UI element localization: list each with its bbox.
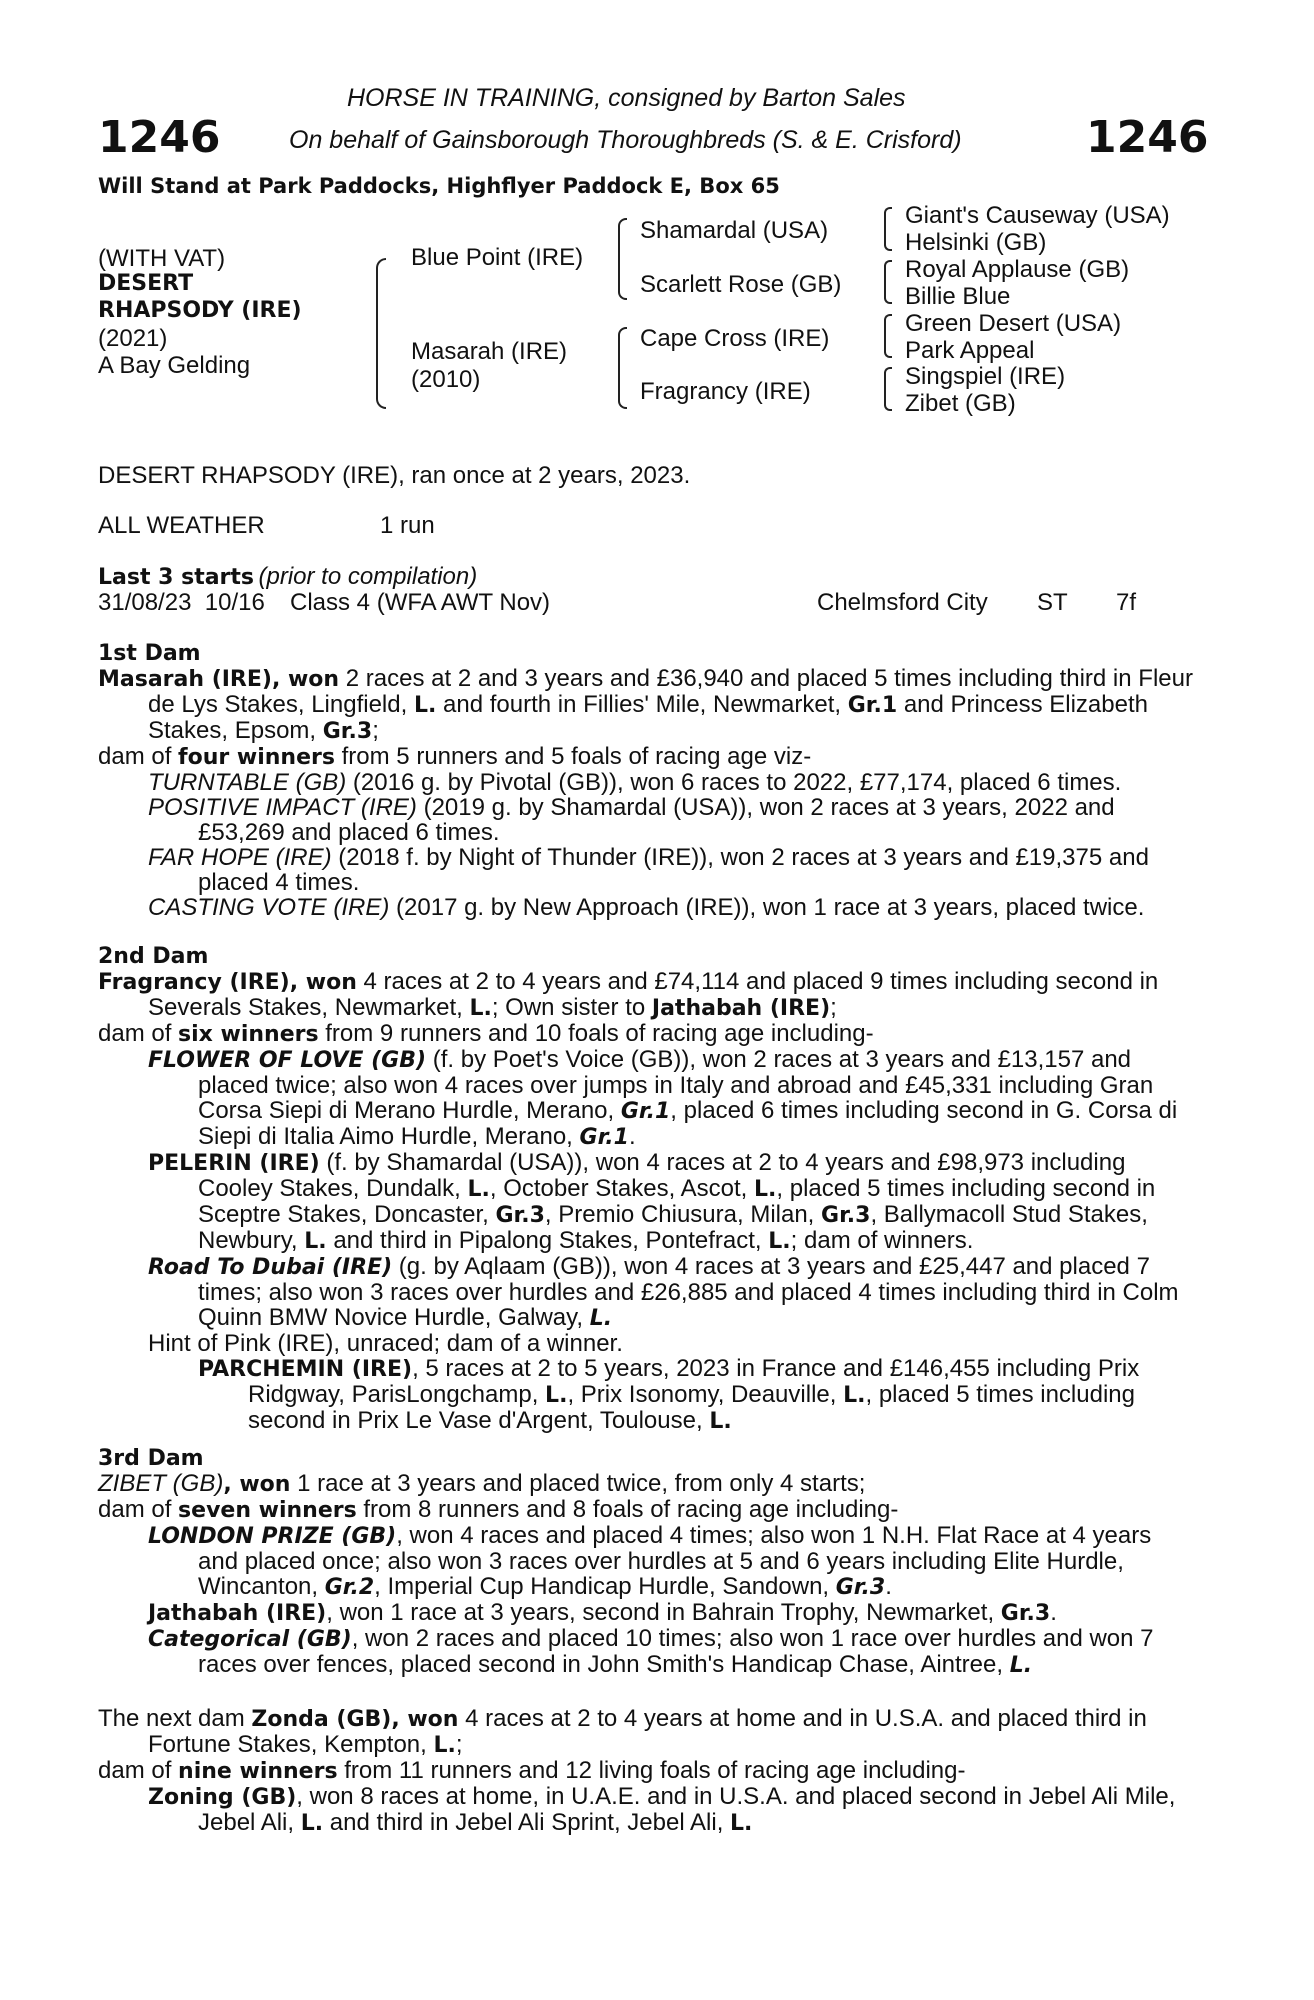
sire: Blue Point (IRE) <box>411 244 584 271</box>
first-dam-text-3: and Princess Elizabeth Stakes, Epsom, <box>148 691 1148 744</box>
produce-entry-london-prize <box>98 1523 1193 1600</box>
listed-badge: L. <box>469 996 492 1021</box>
produce-summary-text: from 5 runners and 5 foals of racing age viz- <box>334 743 812 770</box>
group-badge: Gr.1 <box>579 1125 629 1150</box>
produce-name: Road To Dubai (IRE) <box>148 1255 393 1280</box>
horse-name-line1: DESERT <box>98 271 194 296</box>
gen3-8: Zibet (GB) <box>905 390 1016 417</box>
listed-badge: L. <box>1009 1653 1033 1678</box>
produce-entry <box>98 845 1193 895</box>
listed-badge: L. <box>467 1177 490 1202</box>
produce-name: Zoning (GB) <box>148 1785 297 1810</box>
vat-note: (WITH VAT) <box>98 245 226 272</box>
listed-badge: L. <box>754 1177 777 1202</box>
third-dam-won: , won <box>223 1472 291 1497</box>
produce-entry-jathabah <box>98 1600 1193 1626</box>
winners-count: four winners <box>178 745 335 770</box>
produce-name: POSITIVE IMPACT (IRE) <box>148 794 417 821</box>
winners-count: six winners <box>178 1022 319 1047</box>
last-starts-title: Last 3 starts <box>98 565 255 590</box>
gen3-6: Park Appeal <box>905 337 1035 364</box>
second-dam-section <box>98 944 1193 1434</box>
produce-name: Categorical (GB) <box>148 1627 352 1652</box>
first-dam-produce-summary <box>98 744 1193 770</box>
sire-sire: Shamardal (USA) <box>640 217 829 244</box>
lot-number-right: 1246 <box>1086 112 1209 163</box>
own-sister-name: Jathabah (IRE) <box>651 996 831 1021</box>
produce-entry <box>98 895 1193 920</box>
lot-number-left: 1246 <box>98 112 221 163</box>
first-dam-section <box>98 641 1193 920</box>
first-dam-text-2: and fourth in Fillies' Mile, Newmarket, <box>436 691 848 718</box>
pedigree-brace-g3-1 <box>884 207 892 251</box>
produce-entry-hint-of-pink: Hint of Pink (IRE), unraced; dam of a winner. <box>148 1330 623 1357</box>
dam-of-label: dam of <box>98 743 179 770</box>
produce-text: . <box>628 1123 636 1150</box>
produce-summary-text: from 11 runners and 12 living foals of racing age including- <box>337 1757 966 1784</box>
sire-dam: Scarlett Rose (GB) <box>640 271 842 298</box>
produce-entry-pelerin <box>98 1150 1193 1254</box>
listed-badge: L. <box>433 1733 456 1758</box>
produce-text: (2019 g. by Shamardal (USA)), won 2 races at 3 years, 2022 and £53,269 and placed 6 times. <box>198 794 1115 846</box>
produce-text: (f. by Shamardal (USA)), won 4 races at 2 to 4 years and £98,973 including Cooley Stakes, Dundalk, <box>198 1149 1126 1202</box>
group-badge: Gr.2 <box>324 1575 375 1600</box>
gen3-5: Green Desert (USA) <box>905 310 1122 337</box>
next-dam-produce-summary <box>98 1758 1193 1784</box>
produce-text: , Ballymacoll Stud Stakes, Newbury, <box>198 1201 1148 1254</box>
horse-name-line2: RHAPSODY (IRE) <box>98 298 302 323</box>
start-going: ST <box>1037 589 1068 616</box>
third-dam-produce-summary <box>98 1497 1193 1523</box>
first-dam-record <box>98 666 1193 744</box>
second-dam-record-text: 4 races at 2 to 4 years and £74,114 and placed 9 times including second in Severals Stakes, Newmarket, <box>148 968 1159 1021</box>
listed-badge: L. <box>304 1229 327 1254</box>
listed-badge: L. <box>545 1383 568 1408</box>
produce-name: Jathabah (IRE) <box>148 1601 327 1626</box>
group-badge: Gr.1 <box>620 1099 671 1124</box>
second-dam-record <box>98 969 1193 1021</box>
pedigree-brace-g3-2 <box>884 260 892 304</box>
listed-badge: L. <box>709 1409 732 1434</box>
foaling-year: (2021) <box>98 325 168 352</box>
gen3-2: Helsinki (GB) <box>905 229 1047 256</box>
next-dam-won: , won <box>391 1707 459 1732</box>
next-dam-text-end: ; <box>455 1731 463 1758</box>
group-badge: Gr.3 <box>835 1575 886 1600</box>
surface-label: ALL WEATHER <box>98 512 265 539</box>
produce-text: . <box>885 1573 892 1600</box>
produce-entry-categorical <box>98 1626 1193 1678</box>
race-summary: DESERT RHAPSODY (IRE), ran once at 2 years, 2023. <box>98 462 691 489</box>
produce-text: , placed 5 times including second in Sceptre Stakes, Doncaster, <box>198 1175 1156 1228</box>
consignor-line: HORSE IN TRAINING, consigned by Barton Sales <box>347 84 906 112</box>
listed-badge: L. <box>730 1811 753 1836</box>
pedigree-brace-g3-4 <box>884 367 892 411</box>
produce-name: TURNTABLE (GB) <box>148 769 347 796</box>
gen3-1: Giant's Causeway (USA) <box>905 202 1170 229</box>
produce-text: , won 4 races and placed 4 times; also won 1 N.H. Flat Race at 4 years and placed once; also won 3 races over hurdles at 5 and 6 years including Elite Hurdle, Wincanton, <box>198 1522 1152 1600</box>
third-dam-section <box>98 1446 1193 1678</box>
pedigree-brace-sire <box>618 218 627 300</box>
produce-summary-text: from 8 runners and 8 foals of racing age including- <box>356 1496 899 1523</box>
start-date-position: 31/08/23 10/16 <box>98 589 265 616</box>
listed-badge: L. <box>300 1811 324 1836</box>
produce-name: CASTING VOTE (IRE) <box>148 894 390 921</box>
produce-text: , Premio Chiusura, Milan, <box>544 1201 822 1228</box>
produce-entry <box>98 795 1193 845</box>
gen3-3: Royal Applause (GB) <box>905 256 1130 283</box>
next-dam-record-text: 4 races at 2 to 4 years at home and in U.S.A. and placed third in Fortune Stakes, Kempton, <box>148 1705 1147 1758</box>
first-dam-record-text: 2 races at 2 and 3 years and £36,940 and placed 5 times including third in Fleur de Lys Stakes, Lingfield, <box>148 665 1193 718</box>
start-race: Class 4 (WFA AWT Nov) <box>290 589 551 616</box>
dam-sire: Cape Cross (IRE) <box>640 325 830 352</box>
next-dam-section <box>98 1706 1193 1836</box>
first-dam-won: , won <box>271 667 340 692</box>
pedigree-brace-dam <box>618 327 627 409</box>
group-badge: Gr.3 <box>821 1203 871 1228</box>
group-badge: Gr.3 <box>322 719 373 744</box>
dam-of-label: dam of <box>98 1757 179 1784</box>
first-dam-name: Masarah (IRE) <box>98 667 272 692</box>
produce-text: (g. by Aqlaam (GB)), won 4 races at 3 years and £25,447 and placed 7 times; also won 3 races over hurdles and £26,885 and placed 4 times including third in Colm Quinn BMW Novice Hurdle, Galway, <box>198 1253 1179 1331</box>
dam-dam: Fragrancy (IRE) <box>640 378 811 405</box>
produce-text: , won 8 races at home, in U.A.E. and in U.S.A. and placed second in Jebel Ali Mile, Jebel Ali, <box>198 1783 1176 1836</box>
listed-badge: L. <box>768 1229 791 1254</box>
first-dam-text-end: ; <box>372 717 379 744</box>
pedigree-brace-g3-3 <box>884 314 892 358</box>
produce-text: and third in Pipalong Stakes, Pontefract, <box>326 1227 769 1254</box>
produce-entry <box>98 770 1193 795</box>
gen3-4: Billie Blue <box>905 283 1011 310</box>
produce-text: (f. by Poet's Voice (GB)), won 2 races at 3 years and £13,157 and placed twice; also won 4 races over jumps in Italy and abroad and £45,331 including Gran Corsa Siepi di Merano Hurdle, Merano, <box>198 1046 1154 1124</box>
produce-text: , Imperial Cup Handicap Hurdle, Sandown, <box>374 1573 836 1600</box>
listed-badge: L. <box>843 1383 866 1408</box>
dam-of-label: dam of <box>98 1020 179 1047</box>
group-badge: Gr.1 <box>847 693 898 718</box>
listed-badge: L. <box>413 693 437 718</box>
produce-text: (2018 f. by Night of Thunder (IRE)), won 2 races at 3 years and £19,375 and placed 4 times. <box>198 844 1149 896</box>
pedigree-brace-main <box>376 258 386 409</box>
group-badge: Gr.3 <box>1000 1601 1051 1626</box>
produce-name: FLOWER OF LOVE (GB) <box>148 1048 427 1073</box>
produce-text: , 5 races at 2 to 5 years, 2023 in France and £146,455 including Prix Ridgway, ParisLongchamp, <box>248 1355 1140 1408</box>
produce-text: , won 2 races and placed 10 times; also won 1 race over hurdles and won 7 races over fences, placed second in John Smith's Handicap Chase, Aintree, <box>198 1625 1154 1678</box>
produce-text: ; dam of winners. <box>790 1227 974 1254</box>
dam-year: (2010) <box>411 366 481 393</box>
listed-badge: L. <box>589 1306 613 1331</box>
third-dam-record <box>98 1471 1193 1497</box>
dam: Masarah (IRE) <box>411 338 568 365</box>
third-dam-name: ZIBET (GB) <box>98 1470 224 1497</box>
next-dam-name: Zonda (GB) <box>251 1707 392 1732</box>
second-dam-text-end: ; <box>830 994 837 1021</box>
produce-text: , placed 5 times including second in Prix Le Vase d'Argent, Toulouse, <box>248 1381 1135 1434</box>
produce-text: (2016 g. by Pivotal (GB)), won 6 races to 2022, £77,174, placed 6 times. <box>346 769 1122 796</box>
produce-entry-flower-of-love <box>98 1047 1193 1150</box>
winners-count: seven winners <box>178 1498 357 1523</box>
vendor-line: On behalf of Gainsborough Thoroughbreds (S. & E. Crisford) <box>289 126 962 154</box>
produce-name: PARCHEMIN (IRE) <box>198 1357 413 1382</box>
stand-location: Will Stand at Park Paddocks, Highflyer Paddock E, Box 65 <box>98 174 780 198</box>
first-dam-heading: 1st Dam <box>98 641 201 666</box>
gen3-7: Singspiel (IRE) <box>905 363 1066 390</box>
produce-text: and third in Jebel Ali Sprint, Jebel Ali, <box>323 1809 731 1836</box>
group-badge: Gr.3 <box>495 1203 545 1228</box>
produce-text: , won 1 race at 3 years, second in Bahrain Trophy, Newmarket, <box>326 1599 1001 1626</box>
winners-count: nine winners <box>178 1759 338 1784</box>
produce-text: . <box>1050 1599 1057 1626</box>
next-dam-label: The next dam <box>98 1705 252 1732</box>
second-dam-text-2: ; Own sister to <box>491 994 652 1021</box>
second-dam-produce-summary <box>98 1021 1193 1047</box>
produce-entry-parchemin <box>98 1356 1193 1434</box>
produce-text: , October Stakes, Ascot, <box>489 1175 754 1202</box>
second-dam-heading: 2nd Dam <box>98 944 209 969</box>
produce-summary-text: from 9 runners and 10 foals of racing age including- <box>318 1020 874 1047</box>
start-course: Chelmsford City <box>817 589 988 616</box>
start-distance: 7f <box>1116 589 1137 616</box>
third-dam-heading: 3rd Dam <box>98 1446 204 1471</box>
second-dam-name: Fragrancy (IRE) <box>98 970 290 995</box>
produce-entry-zoning <box>98 1784 1193 1836</box>
dam-of-label: dam of <box>98 1496 179 1523</box>
horse-description: A Bay Gelding <box>98 352 251 379</box>
produce-text: , placed 6 times including second in G. Corsa di Siepi di Italia Aimo Hurdle, Merano, <box>198 1097 1178 1150</box>
produce-name: LONDON PRIZE (GB) <box>148 1524 397 1549</box>
last-starts-note: (prior to compilation) <box>258 563 478 590</box>
second-dam-won: , won <box>289 970 357 995</box>
produce-name: PELERIN (IRE) <box>148 1151 320 1176</box>
produce-entry-road-to-dubai <box>98 1254 1193 1331</box>
next-dam-record <box>98 1706 1193 1758</box>
last-starts-heading <box>98 564 477 590</box>
surface-runs: 1 run <box>380 512 435 539</box>
produce-text: (2017 g. by New Approach (IRE)), won 1 race at 3 years, placed twice. <box>389 894 1145 921</box>
third-dam-record-text: 1 race at 3 years and placed twice, from only 4 starts; <box>290 1470 866 1497</box>
produce-text: , Prix Isonomy, Deauville, <box>567 1381 844 1408</box>
produce-name: FAR HOPE (IRE) <box>148 844 332 871</box>
